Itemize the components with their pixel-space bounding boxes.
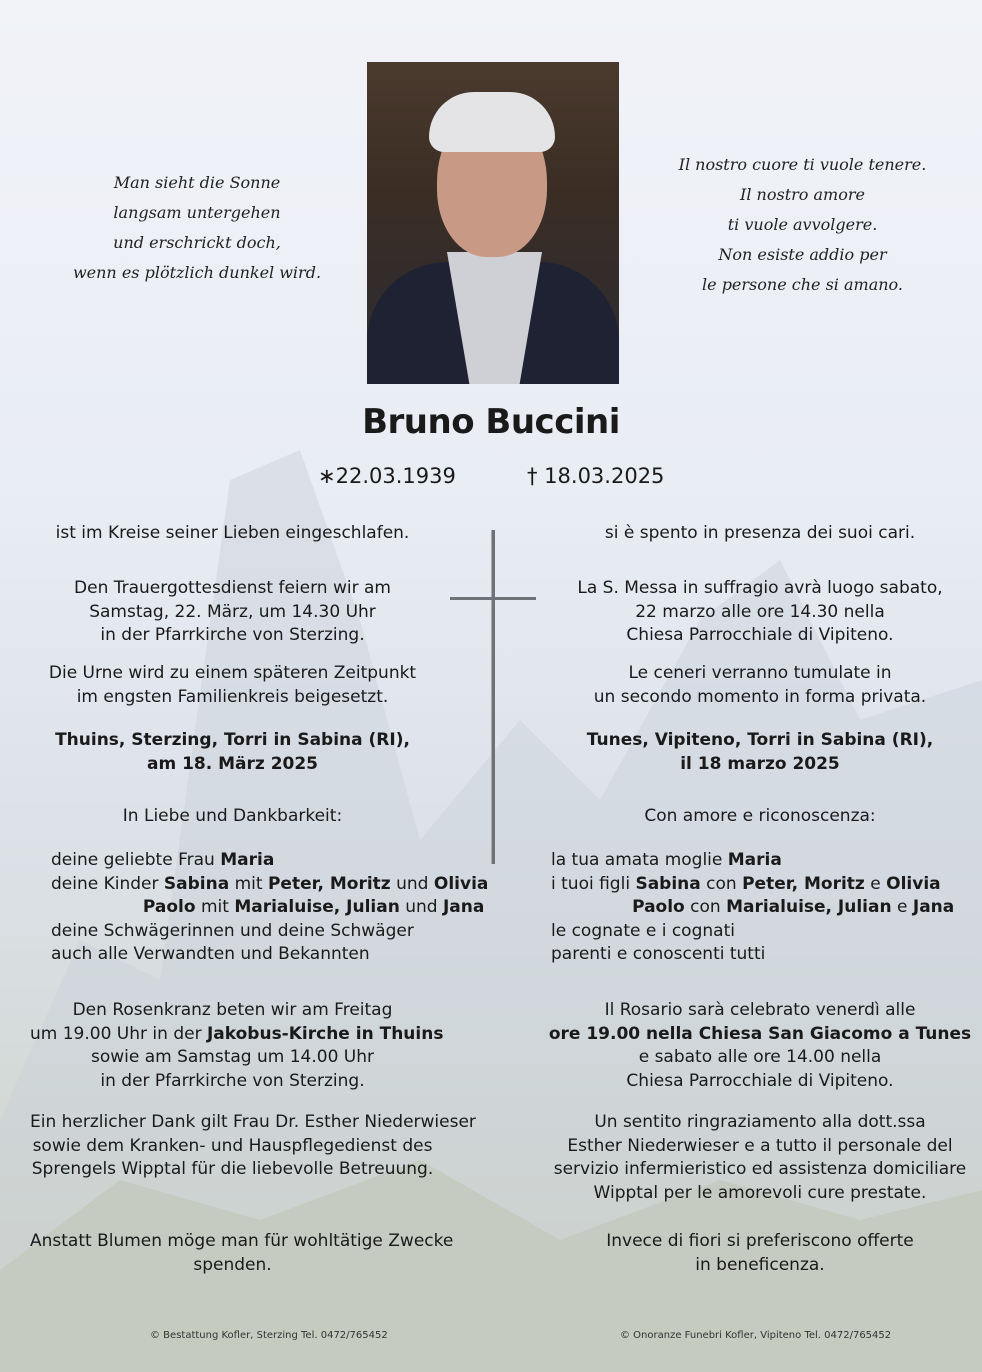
text-line [545,1023,975,1047]
quote-german [52,168,342,288]
text-line [545,999,975,1023]
text-line [551,873,971,897]
text-line [30,624,435,648]
text: si è spento in presenza dei suoi cari. [604,523,916,543]
quote-line: le persone che si amano. [702,275,903,294]
text-line [30,522,435,546]
bold-text: Marialuise, Julian [234,897,400,917]
text-line [30,686,435,710]
text: ist im Kreise seiner Lieben eingeschlafen. [55,523,410,543]
text-line [30,753,435,777]
text: Chiesa Parrocchiale di Vipiteno. [626,625,894,645]
text: spenden. [193,1254,272,1275]
text-line [545,753,975,777]
text-line [30,1135,435,1159]
text: sowie am Samstag um 14.00 Uhr [90,1047,375,1067]
text-line [551,896,971,920]
text: und [390,873,434,894]
text-line [551,920,971,944]
text: con [700,873,743,894]
bold-text: Peter, Moritz [267,873,391,894]
text-line [51,920,471,944]
text: auch alle Verwandten und Bekannten [51,944,370,964]
text: servizio infermieristico ed assistenza domiciliare [553,1159,967,1179]
text-line [30,1158,435,1182]
it-thanks-head-paragraph [545,805,975,829]
text: Samstag, 22. März, um 14.30 Uhr [89,601,376,622]
text-line [545,729,975,753]
text: parenti e conoscenti tutti [551,944,766,964]
text: Wipptal per le amorevoli cure prestate. [593,1182,927,1203]
quote-line: und erschrickt doch, [113,233,281,252]
text: Le ceneri verranno tumulate in [628,663,892,683]
cross-icon [491,530,495,864]
text: e sabato alle ore 14.00 nella [638,1047,882,1067]
it-gratitude-paragraph [545,1111,975,1205]
text: sowie dem Kranken- und Hauspflegedienst des [32,1135,433,1156]
bold-text: Paolo [142,897,196,917]
text: deine Schwägerinnen und deine Schwäger [51,920,414,941]
de-urn-paragraph [30,662,435,709]
it-urn-paragraph [545,662,975,709]
text-line [51,849,471,873]
text-line [545,624,975,648]
quote-line: Non esiste addio per [718,245,887,264]
text: und [399,897,443,917]
text: mit [229,873,268,894]
bold-text: Maria [727,850,782,870]
de-thanks-head-paragraph [30,805,435,829]
text-line [30,1111,476,1135]
bold-text: Olivia [433,873,489,894]
text-line [545,1182,975,1206]
text: Un sentito ringraziamento alla dott.ssa [594,1112,926,1132]
text-line [545,577,975,601]
bold-text: Sabina [163,873,230,894]
it-mass-paragraph [545,577,975,648]
bold-text: Sabina [635,873,701,894]
text: im engsten Familienkreis beigesetzt. [76,686,389,707]
text-line [545,1111,975,1135]
de-mass-paragraph [30,577,435,648]
text-line [30,805,435,829]
it-intro-paragraph [545,522,975,546]
text: e [864,873,887,894]
quote-line: Il nostro cuore ti vuole tenere. [678,155,927,174]
de-flowers-paragraph [30,1230,454,1277]
text-line [545,1135,975,1159]
bold-text: Marialuise, Julian [726,897,892,917]
footer-funeral-home-it: © Onoranze Funebri Kofler, Vipiteno Tel. 0472/765452 [620,1330,892,1341]
text: Den Trauergottesdienst feiern wir am [74,578,391,598]
text-line [51,873,489,897]
text-line [545,601,975,625]
it-flowers-paragraph [545,1230,975,1277]
text-line [30,999,435,1023]
text-line [545,1046,975,1070]
text-line [545,1254,975,1278]
text: Den Rosenkranz beten wir am Freitag [72,1000,393,1020]
text-line [30,1254,435,1278]
text: Chiesa Parrocchiale di Vipiteno. [626,1070,894,1091]
text: mit [195,897,235,917]
text-line [545,1070,975,1094]
deceased-name: Bruno Buccini [362,402,620,442]
bold-text: Thuins, Sterzing, Torri in Sabina (RI), [55,730,410,750]
quote-italian [650,150,955,300]
text-line [30,662,435,686]
text: le cognate e i cognati [551,920,735,941]
text-line [30,577,435,601]
text: Die Urne wird zu einem späteren Zeitpunkt [48,663,417,683]
de-gratitude-paragraph [30,1111,476,1182]
quote-line: wenn es plötzlich dunkel wird. [72,263,322,282]
text: Ein herzlicher Dank gilt Frau Dr. Esther Niederwieser [30,1112,476,1132]
text-line [545,522,975,546]
text-line [30,1230,454,1254]
bold-text: Jana [912,897,955,917]
quote-line: Man sieht die Sonne [113,173,281,192]
death-date: † 18.03.2025 [527,464,665,488]
text [551,897,632,917]
footer-funeral-home-de: © Bestattung Kofler, Sterzing Tel. 0472/765452 [150,1330,388,1341]
text: Invece di fiori si preferiscono offerte [606,1231,914,1251]
text-line [545,662,975,686]
bold-text: il 18 marzo 2025 [680,753,840,774]
text-line [30,1046,435,1070]
text: Esther Niederwieser e a tutto il personale del [567,1135,953,1156]
quote-line: langsam untergehen [113,203,281,222]
text: in der Pfarrkirche von Sterzing. [100,625,365,645]
text: Il Rosario sarà celebrato venerdì alle [604,1000,916,1020]
text-line [30,729,435,753]
text: in beneficenza. [695,1254,825,1275]
portrait-photo [367,62,619,384]
text: Con amore e riconoscenza: [644,806,876,826]
text: la tua amata moglie [551,850,728,870]
text-line [551,849,971,873]
text-line [551,943,971,967]
it-place-paragraph [545,729,975,776]
text: 22 marzo alle ore 14.30 nella [635,601,885,622]
text: i tuoi figli [551,873,636,894]
bold-text: Olivia [886,873,941,894]
text: La S. Messa in suffragio avrà luogo sabato, [577,578,943,598]
de-place-paragraph [30,729,435,776]
bold-text: Maria [220,850,275,870]
text: in der Pfarrkirche von Sterzing. [100,1070,365,1091]
text [51,897,143,917]
birth-date: ∗22.03.1939 [318,464,456,488]
text-line [545,805,975,829]
text-line [51,896,485,920]
it-family-paragraph [551,849,971,967]
text-line [30,601,435,625]
text: In Liebe und Dankbarkeit: [122,806,343,826]
text-line [30,1070,435,1094]
text-line [545,1230,975,1254]
bold-text: Peter, Moritz [742,873,865,894]
bold-text: am 18. März 2025 [146,753,319,774]
text-line [545,686,975,710]
it-rosary-paragraph [545,999,975,1093]
text: um 19.00 Uhr in der [30,1023,207,1044]
de-intro-paragraph [30,522,435,546]
text: Sprengels Wipptal für die liebevolle Betreuung. [31,1159,434,1179]
bold-text: Paolo [632,897,685,917]
de-family-paragraph [51,849,489,967]
quote-line: ti vuole avvolgere. [727,215,878,234]
bold-text: ore 19.00 nella Chiesa San Giacomo a Tunes [548,1023,972,1044]
bold-text: Jana [442,897,485,917]
bold-text: Tunes, Vipiteno, Torri in Sabina (RI), [586,730,934,750]
text: Anstatt Blumen möge man für wohltätige Zwecke [30,1231,454,1251]
text: deine geliebte Frau [51,850,221,870]
text-line [545,1158,975,1182]
text: con [684,897,727,917]
text: deine Kinder [51,873,164,894]
bold-text: Jakobus-Kirche in Thuins [206,1023,444,1044]
text: e [891,897,913,917]
text: un secondo momento in forma privata. [593,686,927,707]
de-rosary-paragraph [30,999,444,1093]
cross-icon-bar [450,597,536,600]
text-line [51,943,471,967]
quote-line: Il nostro amore [740,185,865,204]
text-line [30,1023,444,1047]
